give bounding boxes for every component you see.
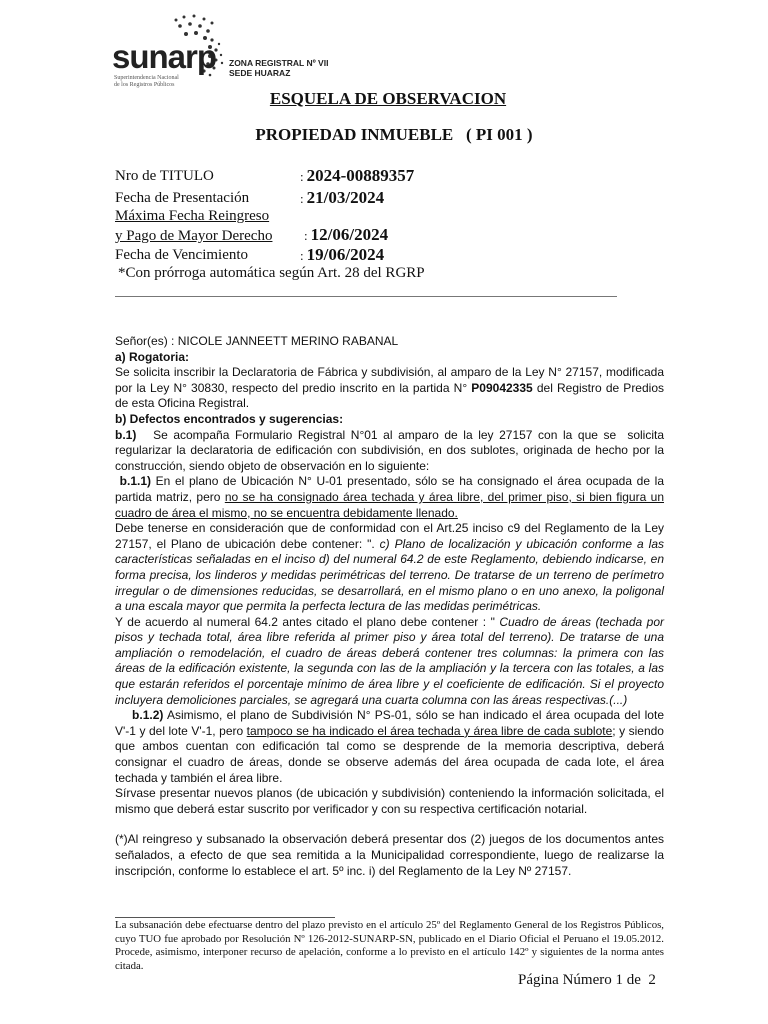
titulo-value: : 2024-00889357 — [300, 166, 415, 185]
zone-line-2: SEDE HUARAZ — [229, 68, 291, 78]
fecha-vencimiento-value: : 19/06/2024 — [300, 245, 385, 264]
defectos-heading: b) Defectos encontrados y sugerencias: — [115, 411, 344, 426]
rogatoria-text: Se solicita inscribir la Declaratoria de Fábrica y subdivisión, al amparo de la Ley N° 27157, modificada por la Ley N° 30830, respecto del predio inscrito en la partida N° P09042335 del Registro de Predios de esta Oficina Registral. — [115, 365, 664, 411]
fecha-presentacion-label: Fecha de Presentación — [115, 190, 250, 206]
reglamento-art25-text: Debe tenerse en consideración que de conformidad con el Art.25 inciso c9 del Reglamento de la Ley 27157, el Plano de ubicación debe contener: ". c) Plano de localización y ubicación conforme a las características señaladas en el inciso d) del numeral 64.2 de este Reglamento, debiendo indicarse, en forma precisa, los linderos y medidas perimétricas del terreno. De tratarse de un terreno de perímetro irregular o de dimensiones reducidas, se desarrollará, en el mismo plano o en uno anexo, la poligonal a una escala mayor que permita la perfecta lectura de las medidas perimétricas. — [115, 521, 664, 614]
document-subtitle: PROPIEDAD INMUEBLE ( PI 001 ) — [255, 125, 533, 144]
zone-label — [229, 58, 328, 78]
document-title: ESQUELA DE OBSERVACION — [269, 89, 507, 108]
header-divider — [115, 296, 617, 297]
sunarp-logo — [112, 14, 412, 88]
page-number: Página Número 1 de 2 — [518, 972, 656, 988]
observation-body — [115, 334, 668, 879]
rogatoria-heading: a) Rogatoria: — [115, 349, 190, 364]
maxima-fecha-value: : 12/06/2024 — [304, 225, 389, 244]
fecha-presentacion-value: : 21/03/2024 — [300, 188, 385, 207]
prorroga-note: *Con prórroga automática según Art. 28 del RGRP — [118, 265, 425, 281]
sirvase-text: Sírvase presentar nuevos planos (de ubicación y subdivisión) conteniendo la información solicitada, el mismo que deberá estar suscrito por verificador y con su respectiva certificación notarial. — [115, 786, 664, 816]
footnote-text: La subsanación debe efectuarse dentro del plazo previsto en el artículo 25º del Reglamento General de los Registros Públicos, cuyo TUO fue aprobado por Resolución Nº 126-2012-SUNARP-SN, publicado en el Diario Oficial el Peruano el 19.05.2012. Procede, asimismo, interponer recurso de apelación, conforme a lo previsto en el artículo 142º y siguientes de la norma antes citada. — [115, 919, 664, 972]
logo-subtitle-1: Superintendencia Nacional — [114, 75, 179, 81]
maxima-fecha-label-2: y Pago de Mayor Derecho — [115, 228, 273, 244]
defecto-b11: b.1.1) En el plano de Ubicación N° U-01 presentado, sólo se ha consignado el área ocupada de la partida matriz, pero no se ha consignado área techada y área libre, del primer piso, si bien figura un cuadro de área el mismo, no se encuentra debidamente llenado. — [115, 474, 664, 520]
footnote-divider — [115, 917, 335, 918]
logo-wordmark: sunarp — [112, 38, 217, 75]
recipient-line: Señor(es) : NICOLE JANNEETT MERINO RABANAL — [115, 334, 399, 348]
fecha-vencimiento-label: Fecha de Vencimiento — [115, 247, 249, 263]
zone-line-1: ZONA REGISTRAL Nº VII — [229, 58, 329, 68]
defecto-b12: b.1.2) Asimismo, el plano de Subdivisión N° PS-01, sólo se han indicado el área ocupada del lote V'-1 y del lote V'-1, pero tampoco se ha indicado el área techada y área libre de cada sublote; y siendo que ambos cuentan con edificación tal como se desprende de la memoria descriptiva, deberá consignar el cuadro de áreas, donde se observe además del área ocupada de cada lote, el área techada y también el área libre. — [115, 708, 664, 785]
reingreso-text: (*)Al reingreso y subsanado la observación deberá presentar dos (2) juegos de los documentos antes señalados, a efecto de que sea remitida a la Municipalidad correspondiente, luego de realizarse la inscripción, conforme lo establece el art. 5º inc. i) del Reglamento de la Ley Nº 27157. — [115, 832, 664, 878]
titulo-label: Nro de TITULO — [115, 168, 214, 184]
logo-subtitle-2: de los Registros Públicos — [114, 82, 175, 88]
maxima-fecha-label-1: Máxima Fecha Reingreso — [115, 208, 270, 224]
numeral-64-text: Y de acuerdo al numeral 64.2 antes citado el plano debe contener : " Cuadro de áreas (techada por pisos y techada total, área libre referida al primer piso y área total del terreno). De tratarse de una ampliación o remodelación, el cuadro de áreas deberá contener tres columnas: la primera con las áreas de la edificación existente, la segunda con las de la ampliación y la tercera con las totales, a las que estarán referidos el porcentaje mínimo de área libre y el coeficiente de edificación. Si el proyecto incluyera demoliciones parciales, se agregará una cuarta columna con las áreas respectivas.(...) — [115, 614, 664, 707]
defecto-b1: b.1) Se acompaña Formulario Registral N°01 al amparo de la ley 27157 con la que se solicita regularizar la declaratoria de edificación con subdivisión, en dos sublotes, originada de hecho por la construcción, siendo objeto de observación en lo siguiente: — [115, 427, 668, 473]
